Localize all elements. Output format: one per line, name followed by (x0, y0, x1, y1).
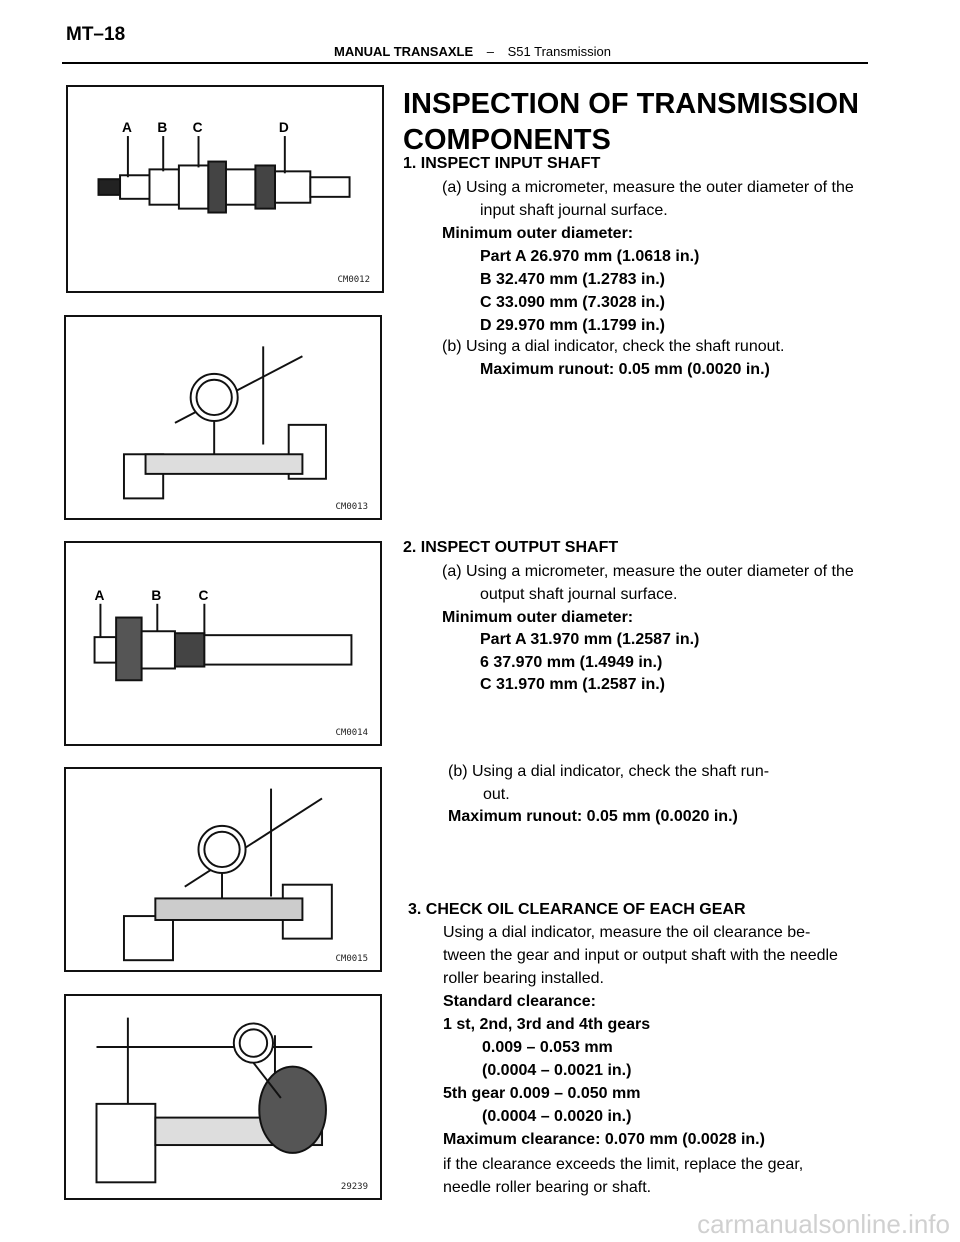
page-title-line2: COMPONENTS (403, 124, 611, 156)
step2-b-line1: (b) Using a dial indicator, check the shaft run- (448, 763, 770, 780)
fig1-label-b: B (157, 120, 168, 136)
output-shaft-drawing (66, 543, 380, 744)
fig3-label-c: C (198, 587, 209, 603)
step1-part-a: Part A 26.970 mm (1.0618 in.) (480, 248, 700, 265)
fig1-label-c: C (192, 120, 203, 136)
fig1-label-d: D (278, 120, 289, 136)
step3-line3: roller bearing installed. (443, 970, 604, 987)
step1-min-label: Minimum outer diameter: (442, 225, 634, 242)
step3-note1: if the clearance exceeds the limit, replace the gear, (443, 1156, 804, 1173)
step3-gears-mm: 0.009 – 0.053 mm (482, 1039, 613, 1056)
fig3-label-a: A (94, 587, 105, 603)
step3-line1: Using a dial indicator, measure the oil clearance be- (443, 924, 811, 941)
step2-a-line1: (a) Using a micrometer, measure the outer diameter of the (442, 563, 854, 580)
step3-heading: 3. CHECK OIL CLEARANCE OF EACH GEAR (408, 901, 746, 918)
step2-a-line2: output shaft journal surface. (480, 586, 678, 603)
step2-part-b: 6 37.970 mm (1.4949 in.) (480, 654, 663, 671)
step1-b-line: (b) Using a dial indicator, check the shaft runout. (442, 338, 785, 355)
dial-indicator-drawing-1 (66, 317, 380, 518)
section-header (334, 44, 611, 59)
step3-gears-in: (0.0004 – 0.0021 in.) (482, 1062, 632, 1079)
step2-b-line2: out. (483, 786, 510, 803)
step2-max-runout: Maximum runout: 0.05 mm (0.0020 in.) (448, 808, 738, 825)
watermark: carmanualsonline.info (697, 1209, 950, 1239)
step3-gears-label: 1 st, 2nd, 3rd and 4th gears (443, 1016, 651, 1033)
step3-fifth-in: (0.0004 – 0.0020 in.) (482, 1108, 632, 1125)
step2-min-label: Minimum outer diameter: (442, 609, 634, 626)
figure-output-shaft (64, 541, 382, 746)
fig5-code: 29239 (340, 1182, 368, 1192)
step1-max-runout: Maximum runout: 0.05 mm (0.0020 in.) (480, 361, 770, 378)
input-shaft-drawing (68, 87, 382, 291)
step1-part-b: B 32.470 mm (1.2783 in.) (480, 271, 665, 288)
step1-a-line2: input shaft journal surface. (480, 202, 668, 219)
section-subtitle: S51 Transmission (507, 44, 611, 59)
fig4-code: CM0015 (335, 954, 368, 964)
step3-note2: needle roller bearing or shaft. (443, 1179, 652, 1196)
step1-heading: 1. INSPECT INPUT SHAFT (403, 155, 601, 172)
fig1-label-a: A (122, 120, 132, 136)
dial-indicator-drawing-3 (66, 996, 380, 1198)
page-title-line1: INSPECTION OF TRANSMISSION (403, 88, 859, 120)
figure-input-shaft-runout (64, 315, 382, 520)
step2-part-a: Part A 31.970 mm (1.2587 in.) (480, 631, 700, 648)
page-title (403, 86, 923, 158)
section-separator: – (486, 44, 495, 59)
step2-heading: 2. INSPECT OUTPUT SHAFT (403, 539, 619, 556)
fig2-code: CM0013 (335, 502, 368, 512)
figure-gear-oil-clearance (64, 994, 382, 1200)
dial-indicator-drawing-2 (66, 769, 380, 970)
step3-std-label: Standard clearance: (443, 993, 596, 1010)
fig3-code: CM0014 (335, 728, 368, 738)
header-rule (62, 62, 868, 64)
section-title: MANUAL TRANSAXLE (334, 44, 474, 59)
step2-part-c: C 31.970 mm (1.2587 in.) (480, 676, 665, 693)
step3-max-clearance: Maximum clearance: 0.070 mm (0.0028 in.) (443, 1131, 765, 1148)
step1-a-line1: (a) Using a micrometer, measure the outer diameter of the (442, 179, 854, 196)
figure-input-shaft (66, 85, 384, 293)
step3-line2: tween the gear and input or output shaft with the needle (443, 947, 838, 964)
fig3-label-b: B (151, 587, 162, 603)
step1-part-c: C 33.090 mm (7.3028 in.) (480, 294, 665, 311)
fig1-code: CM0012 (337, 275, 370, 285)
figure-output-shaft-runout (64, 767, 382, 972)
page-number: MT–18 (66, 24, 126, 45)
step1-part-d: D 29.970 mm (1.1799 in.) (480, 317, 665, 334)
step3-fifth-mm: 5th gear 0.009 – 0.050 mm (443, 1085, 641, 1102)
